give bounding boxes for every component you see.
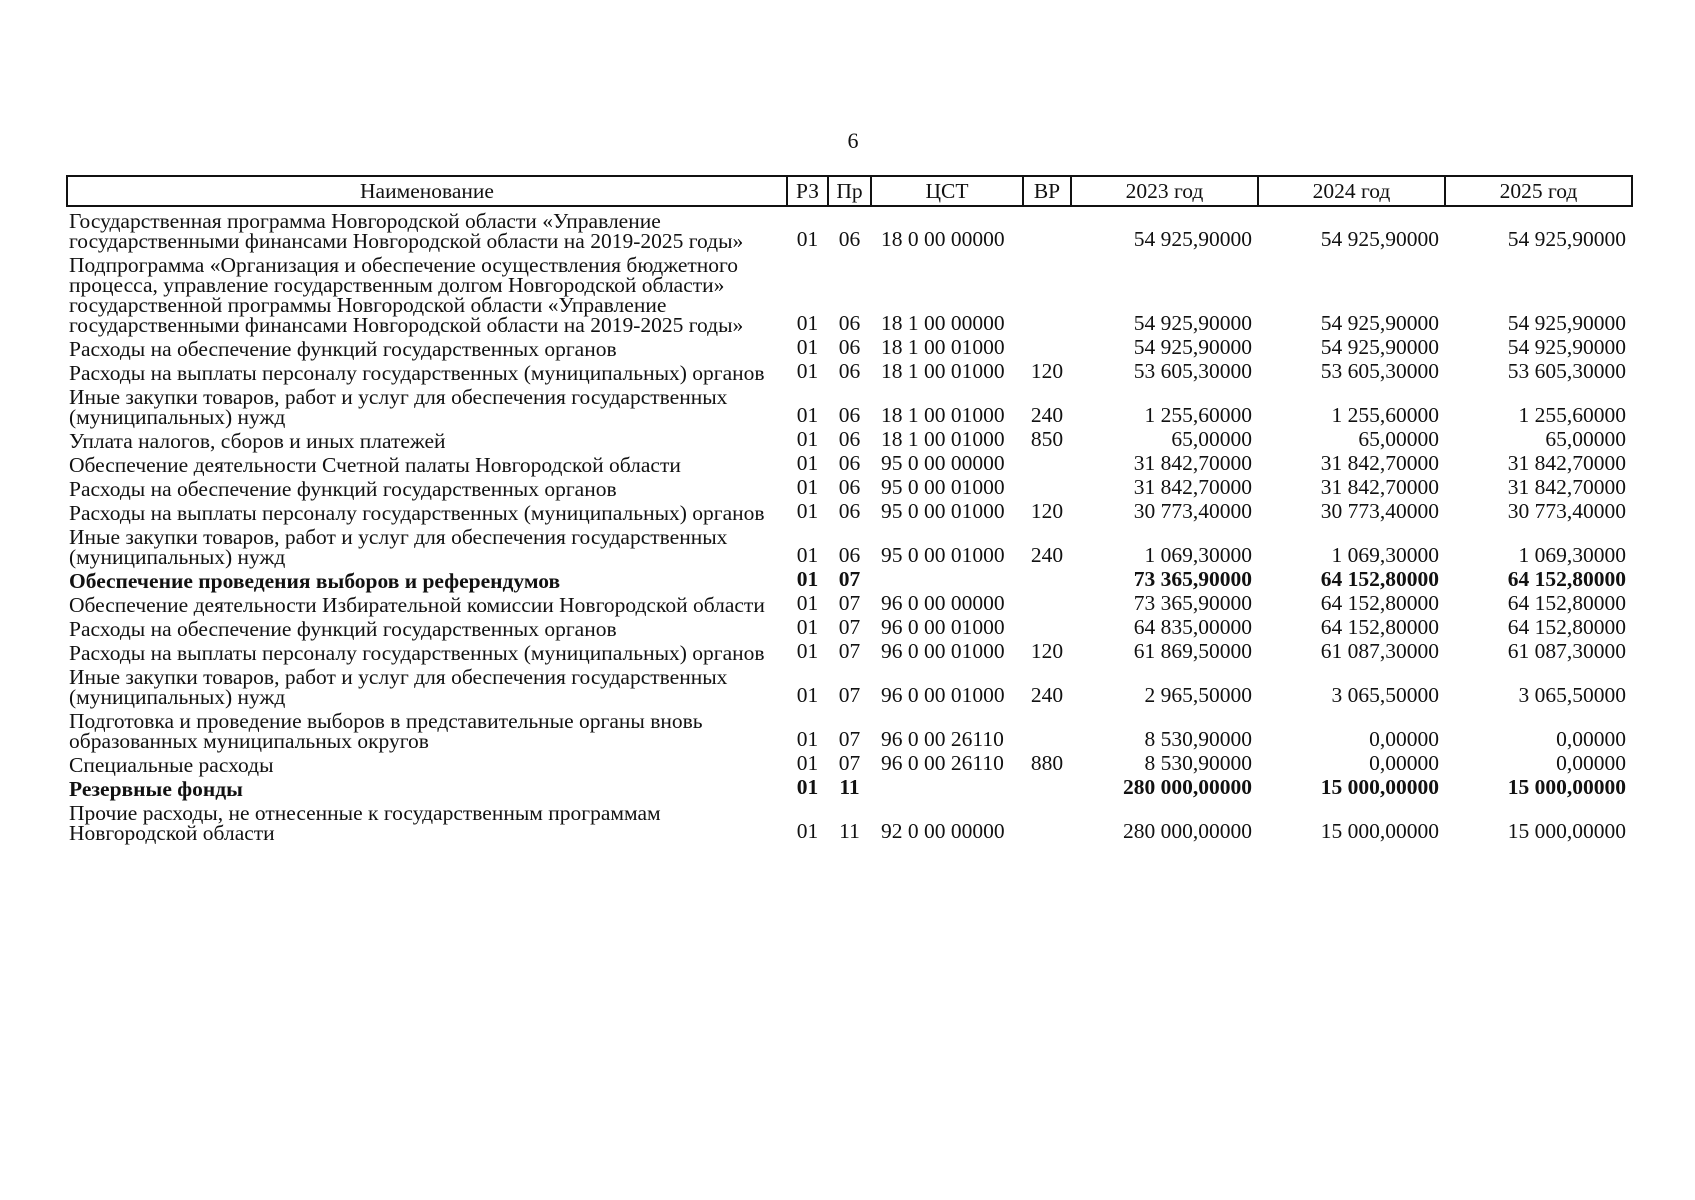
row-rz: 01 [796,567,819,591]
row-value-2023: 61 869,50000 [1133,639,1252,663]
row-name: Резервные фонды [69,777,243,801]
row-rz: 01 [796,683,819,707]
row-name: Подпрограмма «Организация и обеспечение осуществления бюджетного процесса, управление государственным долгом Новгородской области» государственной программы Новгородской области «Управление государственными финансами Новгородской области на 2019-2025 годы» [69,253,744,337]
row-value-2024: 65,00000 [1358,427,1439,451]
row-vr [1023,591,1071,615]
row-value-2023: 53 605,30000 [1133,359,1252,383]
row-value-2025: 31 842,70000 [1507,475,1626,499]
row-value-2025: 54 925,90000 [1507,335,1626,359]
row-value-2025: 64 152,80000 [1507,591,1626,615]
row-value-2023: 8 530,90000 [1144,727,1252,751]
row-value-2024: 15 000,00000 [1320,819,1439,843]
row-pr: 06 [838,359,861,383]
table-row [67,751,1632,775]
row-value-2025: 15 000,00000 [1507,775,1626,799]
row-cst: 96 0 00 00000 [881,591,1005,615]
row-pr: 07 [838,615,861,639]
row-cst [871,567,1023,591]
row-pr: 06 [838,311,861,335]
row-cst: 96 0 00 26110 [881,751,1004,775]
table-row [67,639,1632,663]
table-row [67,591,1632,615]
row-value-2024: 1 255,60000 [1331,403,1439,427]
row-value-2024: 30 773,40000 [1320,499,1439,523]
row-name: Уплата налогов, сборов и иных платежей [69,429,446,453]
row-value-2024: 64 152,80000 [1320,615,1439,639]
row-name: Государственная программа Новгородской области «Управление государственными финансами Новгородской области на 2019-2025 годы» [69,209,744,253]
row-value-2024: 61 087,30000 [1320,639,1439,663]
table-row [67,567,1632,591]
row-vr [1023,451,1071,475]
row-vr: 240 [1030,683,1064,707]
row-value-2024: 64 152,80000 [1320,567,1439,591]
row-vr: 240 [1030,403,1064,427]
header-cst: ЦСТ [871,176,1023,206]
row-rz: 01 [796,311,819,335]
row-rz: 01 [796,359,819,383]
row-value-2024: 31 842,70000 [1320,475,1439,499]
row-cst: 18 0 00 00000 [881,227,1005,251]
row-value-2025: 0,00000 [1556,727,1626,751]
row-value-2024: 0,00000 [1369,751,1439,775]
header-rz: РЗ [787,176,828,206]
row-rz: 01 [796,819,819,843]
row-name: Расходы на обеспечение функций государственных органов [69,617,617,641]
row-rz: 01 [796,591,819,615]
row-value-2023: 65,00000 [1171,427,1252,451]
row-rz: 01 [796,403,819,427]
row-name: Расходы на обеспечение функций государственных органов [69,337,617,361]
row-value-2025: 53 605,30000 [1507,359,1626,383]
row-value-2023: 64 835,00000 [1133,615,1252,639]
row-value-2025: 1 069,30000 [1518,543,1626,567]
header-name: Наименование [67,176,787,206]
row-pr: 07 [838,683,861,707]
row-pr: 06 [838,227,861,251]
row-rz: 01 [796,335,819,359]
row-vr [1023,707,1071,751]
header-row [67,176,1632,206]
row-pr: 06 [838,499,861,523]
header-2024: 2024 год [1258,176,1445,206]
table-row [67,451,1632,475]
row-value-2023: 54 925,90000 [1133,335,1252,359]
row-rz: 01 [796,751,819,775]
row-value-2024: 0,00000 [1369,727,1439,751]
row-value-2024: 64 152,80000 [1320,591,1439,615]
row-pr: 11 [839,775,860,799]
row-value-2025: 64 152,80000 [1507,615,1626,639]
row-rz: 01 [796,615,819,639]
row-name: Иные закупки товаров, работ и услуг для обеспечения государственных (муниципальных) нужд [69,525,728,569]
row-cst: 96 0 00 26110 [881,727,1004,751]
row-vr [1023,251,1071,335]
row-value-2023: 73 365,90000 [1133,567,1252,591]
row-cst: 95 0 00 01000 [881,475,1005,499]
row-value-2023: 2 965,50000 [1144,683,1252,707]
row-vr: 120 [1030,639,1064,663]
row-cst [871,775,1023,799]
row-value-2025: 64 152,80000 [1507,567,1626,591]
row-value-2025: 31 842,70000 [1507,451,1626,475]
row-vr: 120 [1030,499,1064,523]
row-value-2023: 1 255,60000 [1144,403,1252,427]
row-vr [1023,799,1071,843]
row-pr: 07 [838,751,861,775]
table-row [67,427,1632,451]
row-cst: 95 0 00 00000 [881,451,1005,475]
row-pr: 07 [838,727,861,751]
row-value-2023: 8 530,90000 [1144,751,1252,775]
row-pr: 11 [839,819,860,843]
row-vr [1023,206,1071,251]
row-value-2024: 54 925,90000 [1320,311,1439,335]
row-value-2025: 61 087,30000 [1507,639,1626,663]
table-header [67,176,1632,206]
row-value-2025: 15 000,00000 [1507,819,1626,843]
row-rz: 01 [796,427,819,451]
row-rz: 01 [796,543,819,567]
table-row [67,383,1632,427]
row-value-2025: 30 773,40000 [1507,499,1626,523]
row-name: Иные закупки товаров, работ и услуг для обеспечения государственных (муниципальных) нужд [69,665,728,709]
row-vr [1023,567,1071,591]
row-pr: 06 [838,543,861,567]
row-name: Иные закупки товаров, работ и услуг для обеспечения государственных (муниципальных) нужд [69,385,728,429]
table-row [67,707,1632,751]
row-value-2025: 54 925,90000 [1507,227,1626,251]
row-value-2024: 53 605,30000 [1320,359,1439,383]
row-value-2023: 30 773,40000 [1133,499,1252,523]
row-cst: 18 1 00 01000 [881,335,1005,359]
row-rz: 01 [796,727,819,751]
row-value-2023: 280 000,00000 [1123,819,1252,843]
row-cst: 18 1 00 01000 [881,427,1005,451]
header-vr: ВР [1023,176,1071,206]
row-pr: 06 [838,451,861,475]
header-pr: Пр [828,176,871,206]
row-value-2023: 73 365,90000 [1133,591,1252,615]
table-row [67,499,1632,523]
row-value-2023: 54 925,90000 [1133,227,1252,251]
row-pr: 07 [838,639,861,663]
row-rz: 01 [796,451,819,475]
budget-table [66,175,1633,843]
row-rz: 01 [796,775,819,799]
table-row [67,251,1632,335]
row-name: Расходы на выплаты персоналу государственных (муниципальных) органов [69,501,765,525]
row-value-2023: 1 069,30000 [1144,543,1252,567]
row-value-2024: 31 842,70000 [1320,451,1439,475]
row-name: Обеспечение деятельности Счетной палаты Новгородской области [69,453,681,477]
row-value-2023: 54 925,90000 [1133,311,1252,335]
row-cst: 95 0 00 01000 [881,543,1005,567]
row-pr: 07 [838,591,861,615]
row-name: Специальные расходы [69,753,274,777]
row-value-2024: 3 065,50000 [1331,683,1439,707]
row-cst: 95 0 00 01000 [881,499,1005,523]
row-cst: 96 0 00 01000 [881,683,1005,707]
row-value-2025: 0,00000 [1556,751,1626,775]
row-value-2023: 280 000,00000 [1123,775,1252,799]
header-2025: 2025 год [1445,176,1632,206]
row-vr: 240 [1030,543,1064,567]
row-cst: 18 1 00 01000 [881,403,1005,427]
row-vr: 120 [1030,359,1064,383]
row-pr: 06 [838,427,861,451]
row-value-2025: 54 925,90000 [1507,311,1626,335]
row-value-2024: 54 925,90000 [1320,227,1439,251]
row-rz: 01 [796,499,819,523]
row-value-2025: 3 065,50000 [1518,683,1626,707]
row-value-2025: 65,00000 [1545,427,1626,451]
row-vr [1023,475,1071,499]
row-value-2024: 54 925,90000 [1320,335,1439,359]
row-vr [1023,335,1071,359]
table-row [67,799,1632,843]
row-name: Обеспечение деятельности Избирательной комиссии Новгородской области [69,593,765,617]
row-pr: 06 [838,335,861,359]
row-cst: 96 0 00 01000 [881,639,1005,663]
row-value-2024: 1 069,30000 [1331,543,1439,567]
row-name: Расходы на обеспечение функций государственных органов [69,477,617,501]
row-name: Расходы на выплаты персоналу государственных (муниципальных) органов [69,361,765,385]
row-pr: 06 [838,403,861,427]
row-value-2025: 1 255,60000 [1518,403,1626,427]
table-row [67,775,1632,799]
table-body [67,206,1632,843]
row-rz: 01 [796,227,819,251]
table-row [67,523,1632,567]
row-pr: 06 [838,475,861,499]
row-name: Подготовка и проведение выборов в представительные органы вновь образованных муниципальных округов [69,709,703,753]
row-value-2024: 15 000,00000 [1320,775,1439,799]
row-name: Прочие расходы, не отнесенные к государственным программам Новгородской области [69,801,661,845]
page-number: 6 [847,128,859,153]
table-row [67,475,1632,499]
row-value-2023: 31 842,70000 [1133,451,1252,475]
row-vr: 850 [1030,427,1064,451]
row-value-2023: 31 842,70000 [1133,475,1252,499]
row-vr [1023,775,1071,799]
row-cst: 92 0 00 00000 [881,819,1005,843]
table-row [67,615,1632,639]
table-row [67,359,1632,383]
row-vr [1023,615,1071,639]
row-name: Обеспечение проведения выборов и референдумов [69,569,561,593]
header-2023: 2023 год [1071,176,1258,206]
row-rz: 01 [796,639,819,663]
row-rz: 01 [796,475,819,499]
row-pr: 07 [838,567,861,591]
row-cst: 96 0 00 01000 [881,615,1005,639]
row-cst: 18 1 00 00000 [881,311,1005,335]
table-row [67,663,1632,707]
row-vr: 880 [1030,751,1064,775]
row-name: Расходы на выплаты персоналу государственных (муниципальных) органов [69,641,765,665]
table-row [67,206,1632,251]
table-row [67,335,1632,359]
row-cst: 18 1 00 01000 [881,359,1005,383]
